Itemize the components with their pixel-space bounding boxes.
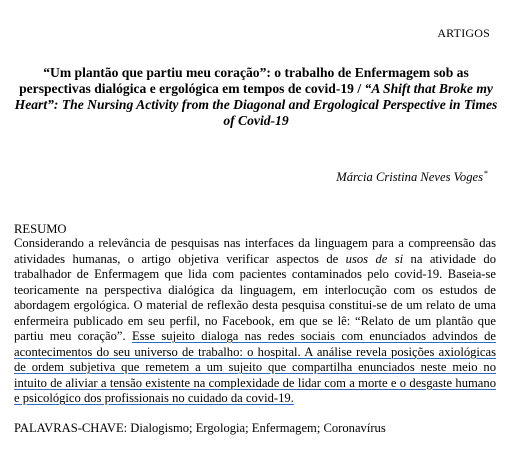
- abstract-text-2: na atividade do trabalhador de Enfermagem que lida com pacientes contaminados pelo covid-19. Baseia-se teoricamente na perspectiva dialógica da linguagem, em interlocução com os estudos de abordagem ergológica. O material de reflexão desta pesquisa constitui-se de um relato de uma enfermeira publicado em seu perfil, no Facebook, em que se lê: “Relato de um plantão que partiu meu coração”.: [14, 251, 496, 343]
- abstract-emphasis: usos de si: [345, 251, 404, 266]
- abstract-heading: RESUMO: [14, 222, 67, 236]
- author-name: Márcia Cristina Neves Voges: [336, 170, 483, 184]
- title-portuguese: “Um plantão que partiu meu coração”: o trabalho de Enfermagem sob as perspectivas dialógica e ergológica em tempos de covid-19 /: [19, 65, 469, 96]
- article-title: [14, 65, 498, 129]
- author-footnote-marker[interactable]: *: [484, 169, 488, 178]
- section-label: ARTIGOS: [437, 26, 490, 40]
- abstract-body: [14, 236, 496, 407]
- author-line: [336, 169, 488, 185]
- abstract-text-1: Considerando a relevância de pesquisas nas interfaces da linguagem para a compreensão das atividades humanas, o artigo objetiva verificar aspectos de: [14, 236, 496, 266]
- title-english: “A Shift that Broke my Heart”: The Nursing Activity from the Diagonal and Ergological Perspective in Times of Covid-19: [14, 81, 498, 128]
- abstract-highlighted-text: Esse sujeito dialoga nas redes sociais com enunciados advindos de acontecimentos do seu universo de trabalho: o hospital. A análise revela posições axiológicas de ordem subjetiva que remetem a um sujeito que compartilha enunciados neste meio no intuito de aliviar a tensão existente na complexidade de lidar com a morte e o desgaste humano e psicológico dos profissionais no cuidado da covid-19.: [14, 329, 497, 405]
- keywords-line: PALAVRAS-CHAVE: Dialogismo; Ergologia; Enfermagem; Coronavírus: [14, 421, 386, 435]
